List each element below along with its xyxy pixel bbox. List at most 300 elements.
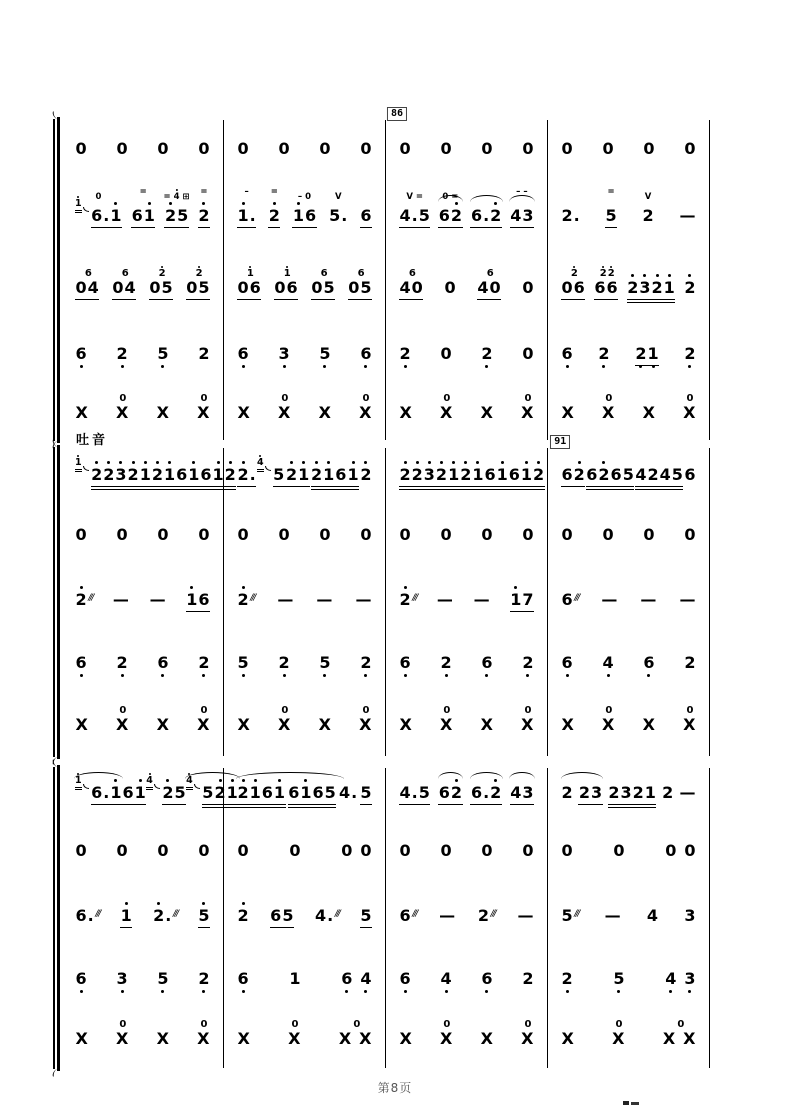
digit: 0 — [200, 1019, 208, 1031]
digit: 4 — [186, 775, 193, 787]
note — [198, 519, 210, 551]
digit: 6 — [586, 465, 598, 485]
note-row — [274, 272, 298, 304]
note-row — [561, 519, 573, 551]
dot-slot-below — [80, 363, 83, 370]
digit: 3 — [522, 783, 534, 803]
note — [612, 1019, 625, 1055]
note-char — [684, 963, 696, 995]
note-row — [198, 647, 210, 679]
note-char — [399, 133, 411, 165]
note-digits — [561, 1023, 574, 1055]
digit: X — [683, 1029, 696, 1049]
digit: 0 — [481, 841, 493, 861]
digit: 1 — [163, 465, 176, 485]
note-digits — [444, 272, 456, 304]
note-row — [116, 338, 128, 370]
note-char — [612, 1023, 625, 1055]
note-char — [521, 709, 534, 741]
staff-line-part-3 — [62, 254, 223, 322]
digit: — — [439, 906, 456, 926]
digit: X — [440, 1029, 453, 1049]
grace-digits — [186, 771, 193, 790]
note-digits — [157, 338, 169, 370]
note-char — [273, 459, 285, 491]
octave-dot-above — [95, 461, 98, 464]
note-digits — [643, 647, 655, 679]
digit: 6 — [75, 344, 87, 364]
note-char — [643, 647, 655, 679]
digit: 6 — [91, 206, 103, 226]
digit: 4 — [659, 465, 671, 485]
note — [470, 777, 501, 809]
digit: 2 — [450, 206, 463, 226]
digit: 1 — [472, 465, 484, 485]
note-char — [411, 200, 418, 232]
digit: 2 — [198, 653, 210, 673]
note-row — [112, 584, 129, 616]
digit: X — [197, 715, 210, 735]
note-digits — [635, 338, 659, 370]
note-digits — [157, 519, 169, 551]
note-char — [435, 459, 447, 491]
staff-line-part-3 — [386, 254, 547, 322]
digit: 3 — [522, 206, 534, 226]
note-char — [314, 900, 326, 932]
note — [278, 133, 290, 165]
note — [319, 133, 331, 165]
note-row — [561, 459, 585, 491]
note-char — [360, 200, 372, 232]
digit: 0 — [643, 525, 655, 545]
note-char — [522, 133, 534, 165]
digit: 2 — [360, 653, 372, 673]
note — [237, 338, 249, 370]
octave-dot-below — [121, 365, 124, 368]
note — [679, 200, 696, 232]
note-char — [198, 835, 210, 867]
note-digits — [197, 397, 210, 429]
digit: 2 — [477, 906, 490, 926]
note-row — [613, 835, 625, 867]
octave-dot-below — [161, 365, 164, 368]
grace-tie — [154, 784, 160, 789]
octave-dot-above — [80, 586, 83, 589]
note-digits — [338, 1023, 372, 1055]
note-row — [480, 397, 493, 429]
octave-dot-above — [125, 902, 128, 905]
note-char — [212, 459, 224, 491]
note-digits — [470, 777, 501, 809]
digit: 0 — [677, 1019, 685, 1031]
digit: . — [351, 783, 358, 803]
note-digits — [198, 963, 210, 995]
octave-dot-above — [537, 461, 540, 464]
note-digits — [359, 709, 372, 741]
note-char — [341, 963, 353, 995]
dot-slot-below — [242, 363, 245, 370]
octave-dot-below — [80, 674, 83, 677]
note-digits — [481, 519, 493, 551]
digit: — — [679, 590, 696, 610]
note-char — [360, 647, 372, 679]
digit: 0 — [116, 139, 128, 159]
tremolo-mark: /// — [490, 909, 496, 920]
note — [665, 835, 696, 867]
note-digits — [399, 459, 448, 491]
note-row — [399, 272, 423, 304]
measure — [386, 768, 548, 1068]
digit: 6 — [508, 465, 520, 485]
digit: 6 — [438, 783, 450, 803]
note-digits — [237, 1023, 250, 1055]
note-digits — [561, 647, 573, 679]
digit: 0 — [237, 525, 249, 545]
note-row — [237, 900, 249, 932]
digit: . — [411, 783, 418, 803]
note-digits — [360, 900, 372, 932]
note — [237, 187, 256, 232]
note-digits — [116, 647, 128, 679]
note-row — [399, 519, 411, 551]
octave-dot-above — [656, 274, 659, 277]
note — [440, 1019, 453, 1055]
octave-dot-below — [688, 365, 691, 368]
note-char — [448, 459, 460, 491]
note-digits — [273, 459, 285, 491]
note-char — [598, 459, 610, 491]
digit: 5 — [174, 783, 186, 803]
digit: 2 — [198, 969, 210, 989]
digit: X — [683, 403, 696, 423]
note — [399, 584, 417, 616]
note-char — [288, 1023, 301, 1055]
note-char — [460, 459, 472, 491]
note-char — [127, 459, 139, 491]
grace-note — [257, 453, 271, 472]
digit: — — [679, 783, 696, 803]
digit: — — [679, 206, 696, 226]
note-digits — [268, 200, 280, 232]
digit: 1 — [237, 206, 249, 226]
note — [75, 459, 139, 491]
note-row — [440, 647, 452, 679]
digit: 0 — [686, 705, 694, 717]
staff-line-part-4 — [548, 632, 709, 694]
note-row — [237, 272, 261, 304]
digit: 1 — [298, 465, 310, 485]
digit: X — [156, 1029, 169, 1049]
note-row — [359, 709, 372, 741]
note-char — [480, 709, 493, 741]
staff-line-part-3 — [548, 884, 709, 948]
note-char — [319, 519, 331, 551]
note — [473, 584, 490, 616]
note-row — [75, 272, 99, 304]
dot-slot-below — [404, 363, 407, 370]
note-char — [679, 777, 696, 809]
octave-dot-above — [169, 202, 172, 205]
dot-slot-below — [566, 988, 569, 995]
octave-dot-below — [485, 990, 488, 993]
note-char — [578, 777, 590, 809]
note-row — [289, 963, 301, 995]
digit: 0 — [353, 1019, 361, 1031]
note-digits — [440, 963, 452, 995]
note-char — [646, 900, 658, 932]
note-digits — [561, 835, 573, 867]
note-row — [602, 133, 614, 165]
digit: 1 — [448, 465, 460, 485]
note-row — [399, 963, 411, 995]
note-row — [319, 519, 331, 551]
note-char — [214, 777, 226, 809]
note-char — [311, 459, 323, 491]
note-digits — [116, 338, 128, 370]
note-char — [632, 777, 644, 809]
digit: 2 — [684, 278, 696, 298]
brace-curl-top — [51, 111, 60, 120]
octave-dot-above — [242, 902, 245, 905]
note — [662, 1019, 696, 1055]
digit: 1 — [226, 783, 238, 803]
digit: X — [197, 403, 210, 423]
digit: 2 — [399, 465, 411, 485]
octave-dot-above — [364, 461, 367, 464]
note-char — [202, 777, 214, 809]
note — [578, 777, 602, 809]
note-row — [75, 584, 93, 616]
octave-dot-below — [121, 990, 124, 993]
note-char — [249, 777, 261, 809]
digit: 6 — [84, 268, 92, 280]
octave-dot-above — [242, 779, 245, 782]
digit: . — [103, 206, 110, 226]
note-row — [662, 777, 674, 809]
dot-slot-below — [161, 363, 164, 370]
digit: 2 — [635, 344, 647, 364]
note-char — [573, 200, 580, 232]
note-digits — [341, 835, 372, 867]
digit: 0 — [319, 525, 331, 545]
note-row — [156, 709, 169, 741]
note-char — [75, 272, 87, 304]
note-row — [198, 519, 210, 551]
note-char — [162, 777, 174, 809]
octave-dot-below — [566, 990, 569, 993]
note-digits — [360, 200, 372, 232]
note-digits — [522, 647, 534, 679]
note-row — [561, 272, 585, 304]
note — [338, 777, 357, 809]
digit: 0 — [440, 841, 452, 861]
digit: X — [75, 715, 88, 735]
note-digits — [440, 835, 452, 867]
note-row — [257, 459, 285, 491]
note — [480, 397, 493, 429]
note-char — [319, 338, 331, 370]
note-digits — [510, 584, 534, 616]
note-char — [177, 200, 189, 232]
dot-slot-below — [485, 363, 488, 370]
note — [237, 133, 249, 165]
dot-slot-below — [345, 988, 348, 995]
octave-dot-above — [494, 779, 497, 782]
note-char — [440, 835, 452, 867]
note-row — [522, 647, 534, 679]
note — [75, 900, 100, 932]
note-digits — [112, 584, 129, 616]
digit: 3 — [684, 906, 696, 926]
note — [601, 584, 618, 616]
digit: 4 — [635, 465, 647, 485]
note — [684, 459, 696, 491]
digit: 0 — [319, 139, 331, 159]
note-row — [440, 1023, 453, 1055]
digit: X — [237, 715, 250, 735]
note-char — [270, 900, 282, 932]
note-char — [75, 963, 87, 995]
note-digits — [522, 338, 534, 370]
note-char — [298, 459, 310, 491]
note-char — [237, 1023, 250, 1055]
note — [116, 647, 128, 679]
note-char — [359, 397, 372, 429]
note-char — [399, 900, 411, 932]
digit: X — [480, 715, 493, 735]
note-row — [198, 963, 210, 995]
digit: 0 — [75, 139, 87, 159]
note-digits — [91, 459, 140, 491]
digit: 5 — [360, 278, 372, 298]
note — [522, 647, 534, 679]
note-char — [347, 459, 359, 491]
digit: 2 — [75, 590, 87, 610]
note-char — [522, 777, 534, 809]
note-digits — [75, 272, 99, 304]
note-digits — [605, 200, 617, 232]
note-row — [665, 835, 696, 867]
note-row — [522, 338, 534, 370]
dot-slot-below — [202, 988, 205, 995]
digit: 2 — [198, 206, 210, 226]
note-char — [112, 584, 129, 616]
note — [522, 963, 534, 995]
tremolo-mark: /// — [574, 593, 579, 604]
note-char — [561, 900, 573, 932]
note-row — [75, 777, 122, 809]
note-row — [116, 133, 128, 165]
note-row — [116, 963, 128, 995]
octave-dot-above — [668, 274, 671, 277]
note — [288, 777, 337, 809]
note-row — [399, 338, 411, 370]
note — [360, 133, 372, 165]
note-row — [440, 133, 452, 165]
note — [341, 963, 372, 995]
staff-line-part-4 — [224, 948, 385, 1010]
note — [679, 777, 696, 809]
staff-line-part-3 — [224, 884, 385, 948]
digit: 1 — [212, 465, 224, 485]
digit: V — [334, 191, 342, 202]
digit: X — [288, 1029, 301, 1049]
note — [314, 900, 339, 932]
note-char — [561, 200, 573, 232]
octave-dot-above — [242, 586, 245, 589]
note-char — [116, 397, 129, 429]
note-char — [174, 777, 186, 809]
staff-line-part-5-percussion — [548, 694, 709, 756]
note-digits — [496, 459, 545, 491]
note-char — [75, 709, 88, 741]
digit: — — [604, 906, 621, 926]
digit: 2 — [684, 653, 696, 673]
note — [198, 835, 210, 867]
digit: X — [561, 715, 574, 735]
note-char — [399, 777, 411, 809]
note-char — [278, 709, 291, 741]
articulation-label: 吐音 — [76, 433, 109, 448]
note — [517, 900, 534, 932]
note-char — [359, 709, 372, 741]
note-char — [198, 200, 210, 232]
note — [662, 777, 674, 809]
note-digits — [289, 835, 301, 867]
tremolo-mark: /// — [334, 909, 340, 920]
note — [613, 835, 625, 867]
note — [329, 191, 348, 232]
digit: 0 — [278, 525, 290, 545]
note-digits — [338, 777, 357, 809]
digit: 1 — [644, 783, 656, 803]
dot-slot-below — [652, 363, 655, 370]
note — [157, 835, 169, 867]
digit: 6 — [335, 465, 347, 485]
octave-dot-below — [323, 365, 326, 368]
digit: 1 — [143, 206, 155, 226]
digit: X — [359, 715, 372, 735]
note-digits — [561, 900, 573, 932]
digit: X — [75, 1029, 88, 1049]
note-digits — [75, 900, 94, 932]
note — [278, 705, 291, 741]
note — [481, 647, 493, 679]
note-digits — [75, 519, 87, 551]
note — [116, 705, 129, 741]
staff-line-part-1 — [62, 768, 238, 818]
note-row — [116, 1023, 129, 1055]
note-digits — [399, 133, 411, 165]
staff-line-part-2 — [548, 818, 709, 884]
note-row — [237, 1023, 250, 1055]
staff-line-part-3 — [386, 884, 547, 948]
dot-slot-below — [202, 672, 205, 679]
digit: 0 — [524, 705, 532, 717]
note-row — [561, 709, 574, 741]
digit: 0 — [443, 393, 451, 405]
dot-slot-below — [80, 672, 83, 679]
note-digits — [481, 835, 493, 867]
note-char — [237, 200, 249, 232]
note — [319, 519, 331, 551]
note — [561, 200, 580, 232]
note-char — [573, 272, 585, 304]
digit: 0 — [561, 525, 573, 545]
note-char — [289, 835, 301, 867]
note — [268, 187, 280, 232]
note-char — [399, 338, 411, 370]
